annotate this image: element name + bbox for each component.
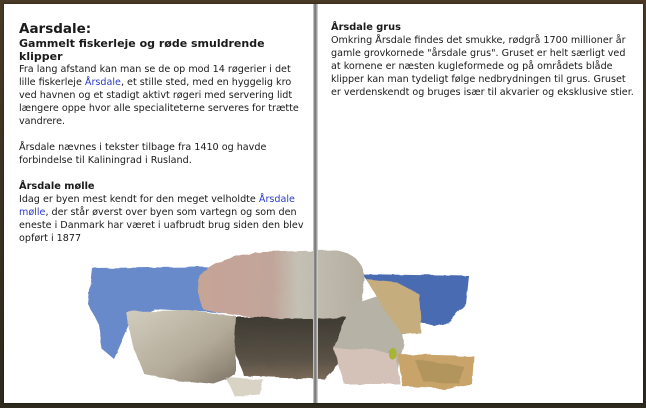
right-page [316, 4, 643, 403]
intro-paragraph: Fra lang afstand kan man se de op mod 14 røgerier i det lille fiskerleje Årsdale, et stille sted, med en hyggelig kro ved havnen og et stadigt aktivt røgeri med servering lidt længere oppe hvor alle specialiteterne serveres for trætte vandrere. [19, 64, 299, 127]
history-paragraph: Årsdale nævnes i tekster tilbage fra 1410 og havde forbindelse til Kaliningrad i Rusland. [19, 142, 267, 166]
aarsdale-mill-link[interactable]: Årsdale mølle [19, 194, 295, 218]
left-page [4, 4, 314, 403]
left-page-text [19, 22, 309, 245]
book-spread [4, 4, 643, 403]
gravel-paragraph: Omkring Årsdale findes det smukke, rødgrå 1700 millioner år gamle grovkornede "årsdale grus". Gruset er helt særligt ved at kornene er næsten kugleformede og på områdets blåde klipper kan man tydeligt følge nedbrydningen til grus. Gruset er verdenskendt og bruges især til akvarier og eksklusive stier. [331, 35, 634, 98]
aarsdale-link[interactable]: Årsdale [84, 77, 121, 88]
page-title: Aarsdale: [19, 21, 92, 37]
gravel-heading: Årsdale grus [331, 22, 401, 33]
right-page-text [331, 21, 636, 99]
mill-paragraph: Idag er byen mest kendt for den meget velholdte Årsdale mølle, der står øverst over byen som vartegn og som den eneste i Danmark har været i uafbrudt brug siden den blev opført i 1877 [19, 194, 304, 244]
mill-heading: Årsdale mølle [19, 181, 95, 192]
page-subtitle: Gammelt fiskerleje og røde smuldrende klipper [19, 37, 265, 63]
